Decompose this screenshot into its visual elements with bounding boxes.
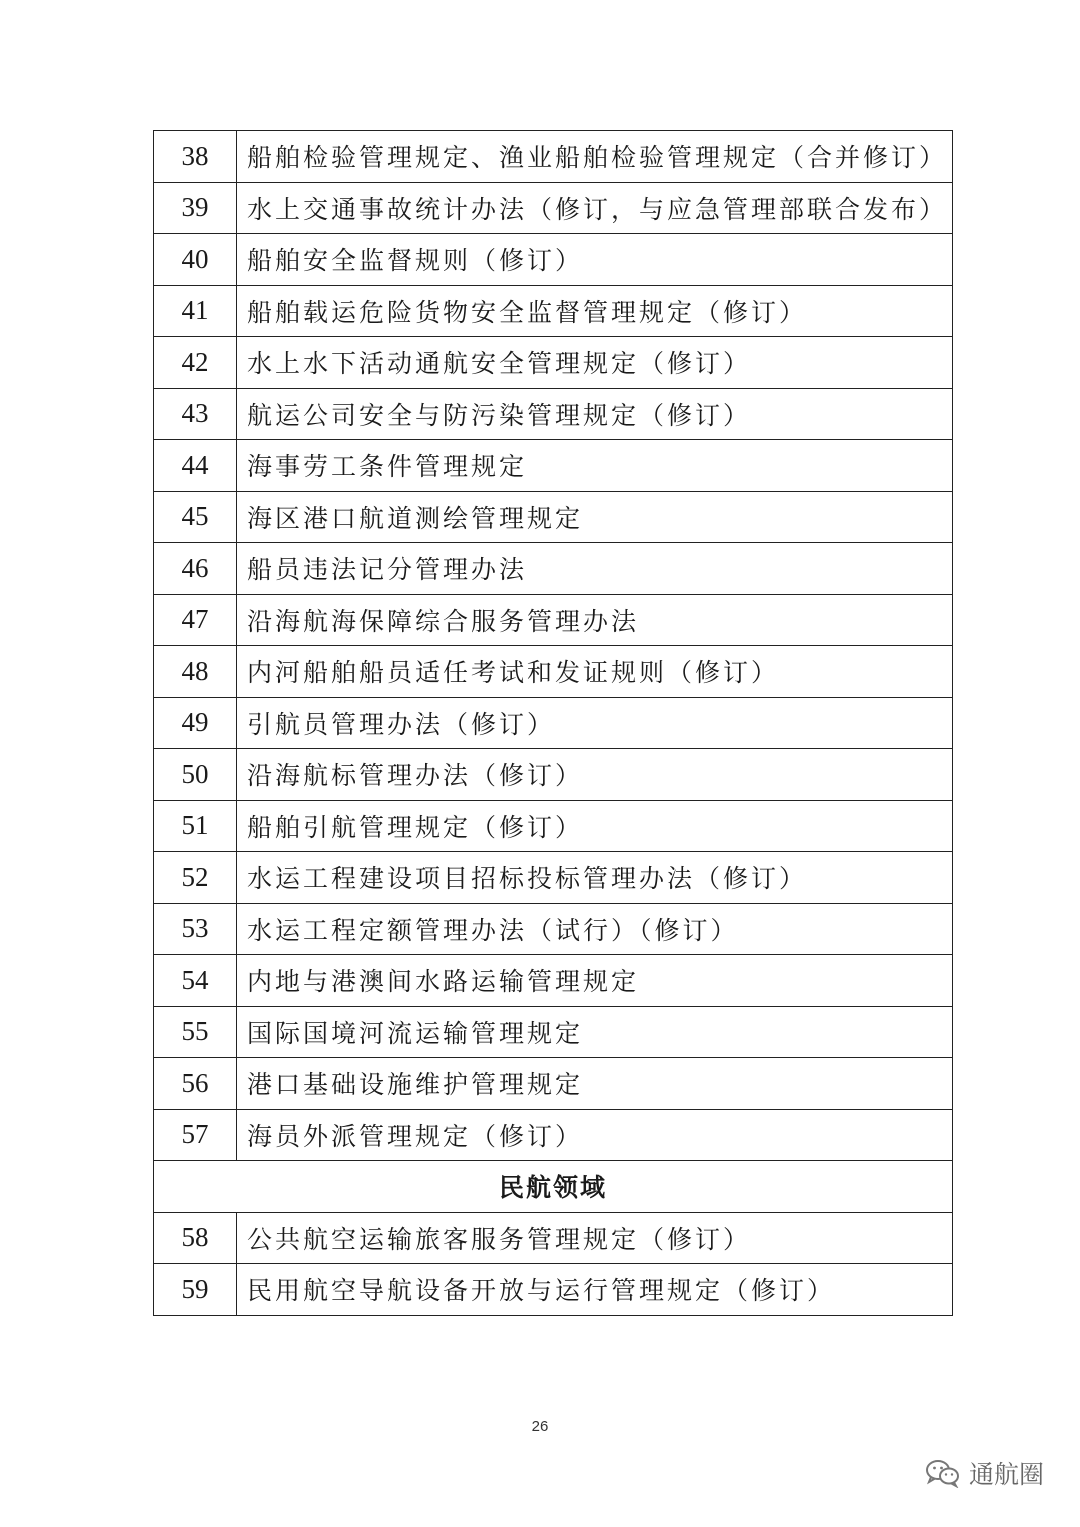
row-number: 51 xyxy=(154,800,237,852)
section-title: 民航领域 xyxy=(154,1161,953,1213)
table-row xyxy=(154,1212,953,1264)
row-number: 49 xyxy=(154,697,237,749)
table-row xyxy=(154,1109,953,1161)
table-row xyxy=(154,234,953,286)
table-row xyxy=(154,697,953,749)
table-row xyxy=(154,1058,953,1110)
table-row xyxy=(154,594,953,646)
page-number: 26 xyxy=(531,1418,549,1435)
row-number: 52 xyxy=(154,852,237,904)
regulation-name: 海事劳工条件管理规定 xyxy=(237,440,953,492)
regulation-name: 船舶检验管理规定、渔业船舶检验管理规定（合并修订） xyxy=(237,131,953,183)
section-header-row xyxy=(154,1161,953,1213)
table-row xyxy=(154,1264,953,1316)
regulation-name: 民用航空导航设备开放与运行管理规定（修订） xyxy=(237,1264,953,1316)
regulation-name: 航运公司安全与防污染管理规定（修订） xyxy=(237,388,953,440)
row-number: 54 xyxy=(154,955,237,1007)
watermark-text: 通航圈 xyxy=(968,1460,1044,1489)
row-number: 48 xyxy=(154,646,237,698)
regulation-name: 内河船舶船员适任考试和发证规则（修订） xyxy=(237,646,953,698)
regulations-table xyxy=(153,130,953,1316)
row-number: 40 xyxy=(154,234,237,286)
row-number: 39 xyxy=(154,182,237,234)
row-number: 43 xyxy=(154,388,237,440)
row-number: 45 xyxy=(154,491,237,543)
regulations-table-container xyxy=(153,130,953,1316)
table-row xyxy=(154,182,953,234)
regulation-name: 海员外派管理规定（修订） xyxy=(237,1109,953,1161)
table-row xyxy=(154,903,953,955)
row-number: 53 xyxy=(154,903,237,955)
table-row xyxy=(154,1006,953,1058)
regulation-name: 船舶引航管理规定（修订） xyxy=(237,800,953,852)
row-number: 50 xyxy=(154,749,237,801)
regulation-name: 水运工程建设项目招标投标管理办法（修订） xyxy=(237,852,953,904)
table-row xyxy=(154,131,953,183)
table-row xyxy=(154,955,953,1007)
regulation-name: 海区港口航道测绘管理规定 xyxy=(237,491,953,543)
row-number: 44 xyxy=(154,440,237,492)
regulation-name: 船员违法记分管理办法 xyxy=(237,543,953,595)
regulation-name: 船舶载运危险货物安全监督管理规定（修订） xyxy=(237,285,953,337)
row-number: 47 xyxy=(154,594,237,646)
regulation-name: 水上水下活动通航安全管理规定（修订） xyxy=(237,337,953,389)
table-row xyxy=(154,800,953,852)
regulation-name: 船舶安全监督规则（修订） xyxy=(237,234,953,286)
table-row xyxy=(154,337,953,389)
table-row xyxy=(154,646,953,698)
regulations-table-body xyxy=(154,131,953,1316)
row-number: 58 xyxy=(154,1212,237,1264)
row-number: 55 xyxy=(154,1006,237,1058)
row-number: 42 xyxy=(154,337,237,389)
regulation-name: 水上交通事故统计办法（修订，与应急管理部联合发布） xyxy=(237,182,953,234)
table-row xyxy=(154,440,953,492)
table-row xyxy=(154,543,953,595)
wechat-icon xyxy=(925,1458,961,1488)
regulation-name: 引航员管理办法（修订） xyxy=(237,697,953,749)
row-number: 46 xyxy=(154,543,237,595)
row-number: 59 xyxy=(154,1264,237,1316)
regulation-name: 公共航空运输旅客服务管理规定（修订） xyxy=(237,1212,953,1264)
row-number: 56 xyxy=(154,1058,237,1110)
regulation-name: 沿海航海保障综合服务管理办法 xyxy=(237,594,953,646)
row-number: 41 xyxy=(154,285,237,337)
table-row xyxy=(154,749,953,801)
table-row xyxy=(154,491,953,543)
row-number: 38 xyxy=(154,131,237,183)
watermark xyxy=(925,1455,1044,1491)
regulation-name: 沿海航标管理办法（修订） xyxy=(237,749,953,801)
regulation-name: 港口基础设施维护管理规定 xyxy=(237,1058,953,1110)
regulation-name: 水运工程定额管理办法（试行）（修订） xyxy=(237,903,953,955)
table-row xyxy=(154,285,953,337)
regulation-name: 国际国境河流运输管理规定 xyxy=(237,1006,953,1058)
table-row xyxy=(154,388,953,440)
regulation-name: 内地与港澳间水路运输管理规定 xyxy=(237,955,953,1007)
table-row xyxy=(154,852,953,904)
row-number: 57 xyxy=(154,1109,237,1161)
